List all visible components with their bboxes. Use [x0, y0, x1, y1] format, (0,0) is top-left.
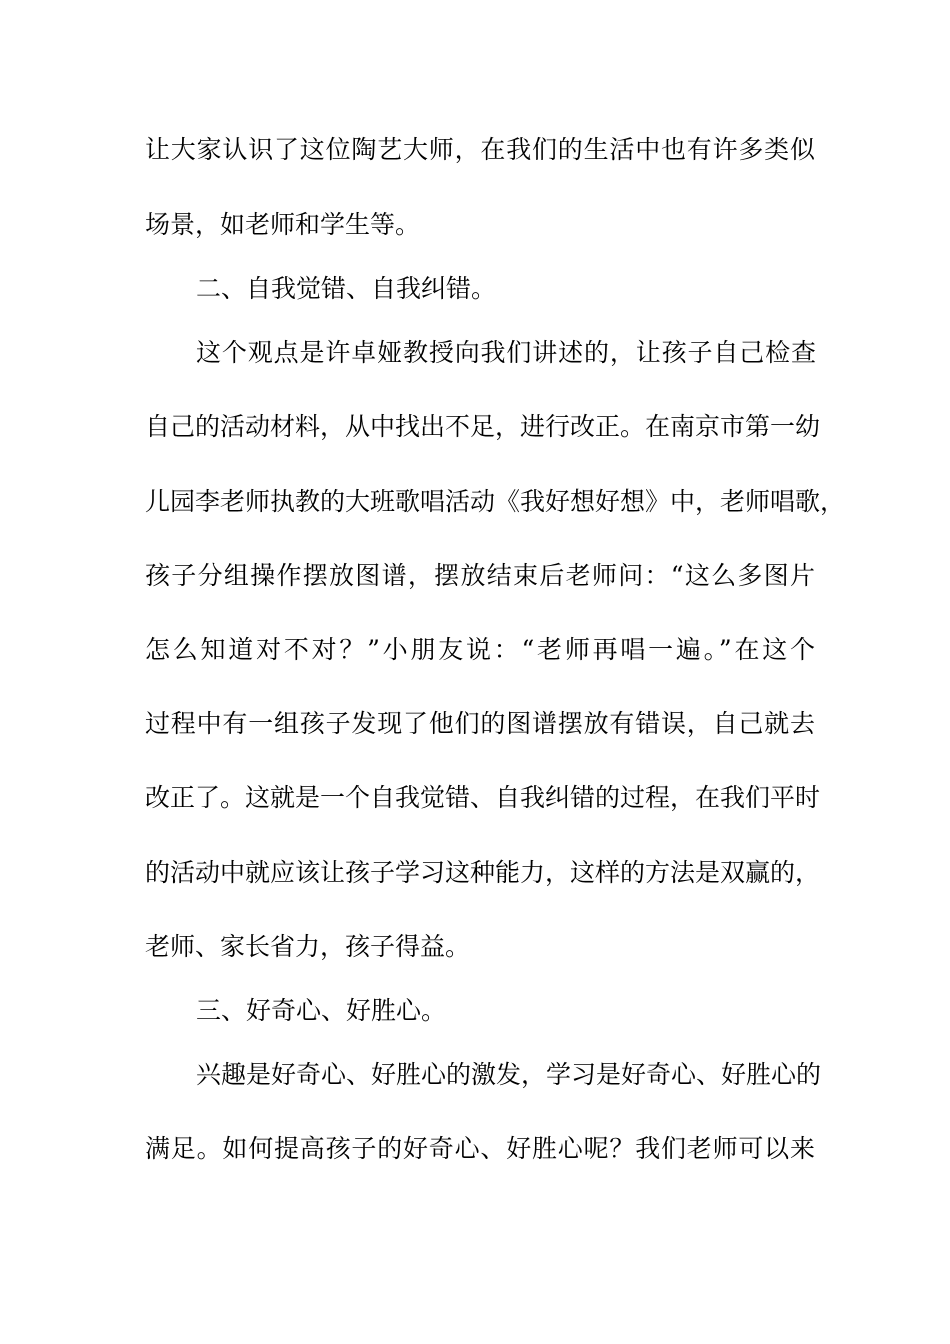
- paragraph-line: 场景，如老师和学生等。: [145, 210, 421, 239]
- paragraph-line: 自己的活动材料，从中找出不足，进行改正。在南京市第一幼: [145, 412, 821, 441]
- paragraph-line: 老师、家长省力，孩子得益。: [145, 932, 471, 961]
- paragraph-line: 兴趣是好奇心、好胜心的激发，学习是好奇心、好胜心的: [196, 1060, 822, 1089]
- paragraph-line: 满足。如何提高孩子的好奇心、好胜心呢？我们老师可以来: [145, 1134, 815, 1163]
- paragraph-line: 孩子分组操作摆放图谱，摆放结束后老师问：“这么多图片: [145, 561, 815, 590]
- paragraph-line: 的活动中就应该让孩子学习这种能力，这样的方法是双赢的，: [145, 858, 821, 887]
- paragraph-line: 怎么知道对不对？”小朋友说：“老师再唱一遍。”在这个: [145, 635, 815, 664]
- paragraph-line: 这个观点是许卓娅教授向我们讲述的，让孩子自己检查: [196, 338, 816, 367]
- section-heading: 二、自我觉错、自我纠错。: [196, 274, 497, 303]
- section-heading: 三、好奇心、好胜心。: [196, 996, 447, 1025]
- paragraph-line: 改正了。这就是一个自我觉错、自我纠错的过程，在我们平时: [145, 783, 821, 812]
- paragraph-line: 过程中有一组孩子发现了他们的图谱摆放有错误，自己就去: [145, 709, 815, 738]
- paragraph-line: 儿园李老师执教的大班歌唱活动《我好想好想》中，老师唱歌，: [145, 487, 846, 516]
- paragraph-line: 让大家认识了这位陶艺大师，在我们的生活中也有许多类似: [145, 135, 815, 164]
